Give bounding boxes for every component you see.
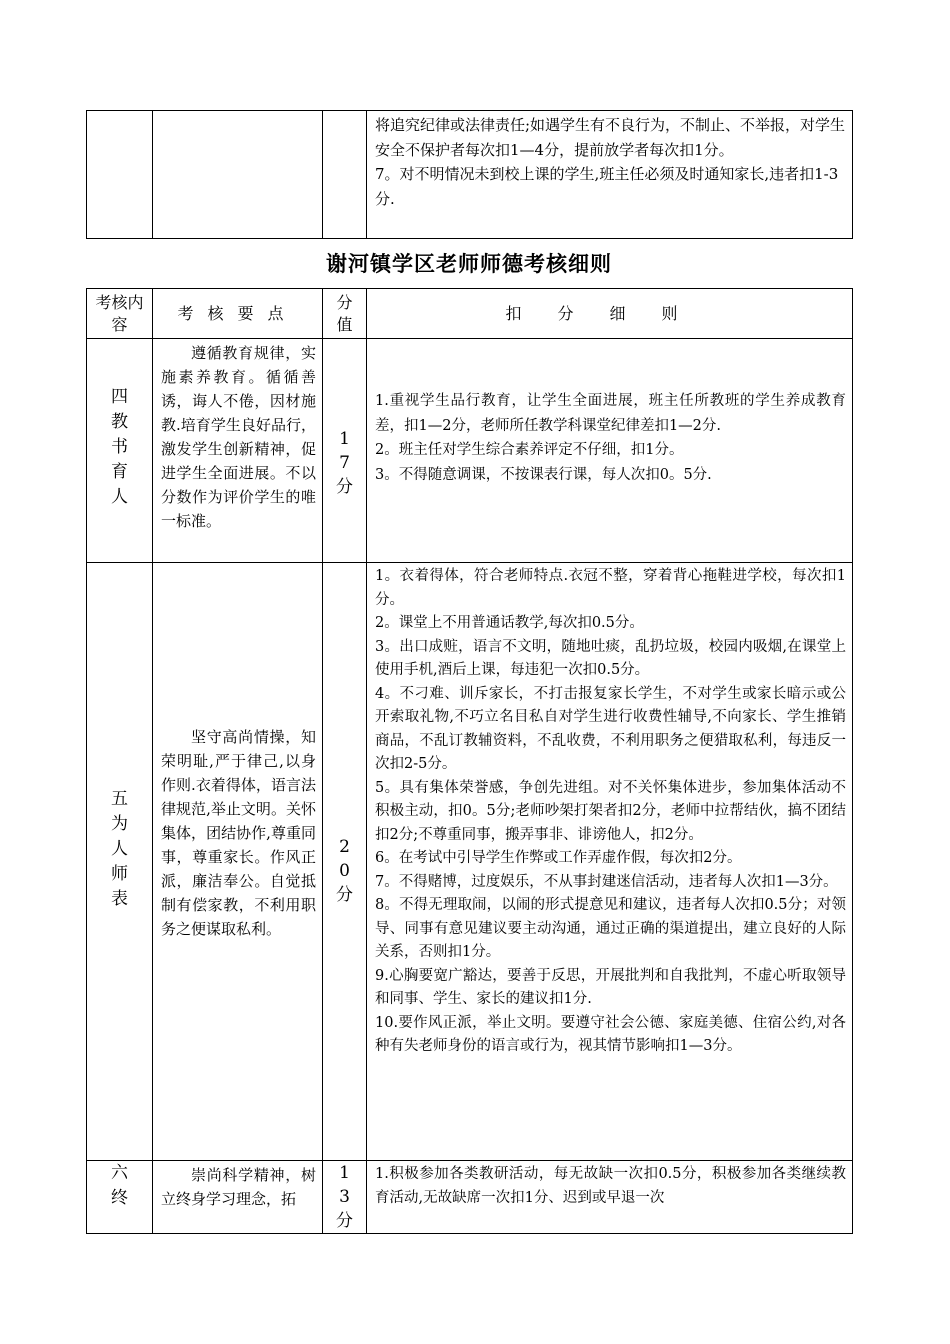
rule-text: 4。不刁难、训斥家长，不打击报复家长学生，不对学生或家长暗示或公开索取礼物,不巧立名目私自对学生进行收费性辅导,不向家长、学生推销商品，不乱订教辅资料，不乱收费，不利用职务之便猎取私利，每违反一次扣2-5分。 — [375, 685, 846, 772]
category-cell: 六终 — [87, 1161, 153, 1234]
rule-text: 8。不得无理取闹，以闹的形式提意见和建议，违者每人次扣0.5分；对领导、同事有意见建议要主动沟通，通过正确的渠道提出，建立良好的人际关系，否则扣1分。 — [375, 897, 846, 960]
continued-table — [86, 110, 853, 239]
score-cell: 17分 — [323, 339, 367, 563]
requirement-cell: 遵循教育规律，实施素养教育。循循善诱，诲人不倦，因材施教.培育学生良好品行，激发学生创新精神，促进学生全面进展。不以分数作为评价学生的唯一标准。 — [153, 339, 323, 563]
empty-cell — [323, 111, 367, 239]
rule-text: 2。课堂上不用普通话教学,每次扣0.5分。 — [375, 615, 644, 631]
rule-text: 1.重视学生品行教育，让学生全面进展，班主任所教班的学生养成教育差，扣1—2分，老师所任教学科课堂纪律差扣1—2分. — [375, 393, 846, 434]
score-cell: 20分 — [323, 563, 367, 1161]
requirement-cell: 坚守高尚情操，知荣明耻,严于律己,以身作则.衣着得体，语言法律规范,举止文明。关怀集体，团结协作,尊重同事，尊重家长。作风正派，廉洁奉公。自觉抵制有偿家教，不利用职务之便谋取私利。 — [153, 563, 323, 1161]
rules-cell — [367, 1161, 853, 1234]
header-points: 考核要点 — [153, 289, 323, 339]
rule-text: 将追究纪律或法律责任;如遇学生有不良行为，不制止、不举报，对学生安全不保护者每次扣1—4分，提前放学者每次扣1分。 — [375, 116, 846, 159]
header-content: 考核内容 — [87, 289, 153, 339]
rules-cell — [367, 111, 853, 239]
rule-text: 7。不得赌博，过度娱乐，不从事封建迷信活动，违者每人次扣1—3分。 — [375, 873, 838, 890]
rule-text: 3。不得随意调课，不按课表行课，每人次扣0。5分. — [375, 466, 712, 483]
empty-cell — [153, 111, 323, 239]
header-score: 分值 — [323, 289, 367, 339]
score-cell: 13分 — [323, 1161, 367, 1234]
requirement-cell: 崇尚科学精神，树立终身学习理念，拓 — [153, 1161, 323, 1234]
rule-text: 9.心胸要宽广豁达，要善于反思，开展批判和自我批判，不虚心听取领导和同事、学生、家长的建议扣1分. — [375, 967, 846, 1007]
table-row — [87, 1161, 853, 1234]
rule-text: 6。在考试中引导学生作弊或工作弄虚作假，每次扣2分。 — [375, 850, 742, 866]
rules-cell — [367, 339, 853, 563]
category-cell: 五为人师表 — [87, 563, 153, 1161]
assessment-table — [86, 288, 853, 1234]
table-row — [87, 563, 853, 1161]
table-row — [87, 339, 853, 563]
rules-cell — [367, 563, 853, 1161]
rule-text: 7。对不明情况未到校上课的学生,班主任必须及时通知家长,违者扣1-3分. — [375, 165, 839, 208]
header-rules: 扣分细则 — [367, 289, 853, 339]
rule-text: 2。班主任对学生综合素养评定不仔细，扣1分。 — [375, 442, 684, 458]
page-title: 谢河镇学区老师师德考核细则 — [326, 252, 612, 276]
category-cell: 四教书育人 — [87, 339, 153, 563]
empty-cell — [87, 111, 153, 239]
rule-text: 1。衣着得体，符合老师特点.衣冠不整，穿着背心拖鞋进学校，每次扣1分。 — [375, 568, 846, 608]
table-header-row — [87, 289, 853, 339]
rule-text: 3。出口成赃，语言不文明，随地吐痰，乱扔垃圾，校园内吸烟,在课堂上使用手机,酒后上课，每违犯一次扣0.5分。 — [375, 638, 846, 678]
rule-text: 1.积极参加各类教研活动，每无故缺一次扣0.5分，积极参加各类继续教育活动,无故缺席一次扣1分、迟到或早退一次 — [375, 1166, 846, 1206]
rule-text: 5。具有集体荣誉感，争创先进组。对不关怀集体进步，参加集体活动不积极主动，扣0。5分;老师吵架打架者扣2分，老师中拉帮结伙，搞不团结扣2分;不尊重同事，搬弄事非、诽谤他人，扣2分。 — [375, 779, 846, 843]
rule-text: 10.要作风正派，举止文明。要遵守社会公德、家庭美德、住宿公约,对各种有失老师身份的语言或行为，视其情节影响扣1—3分。 — [375, 1014, 846, 1054]
